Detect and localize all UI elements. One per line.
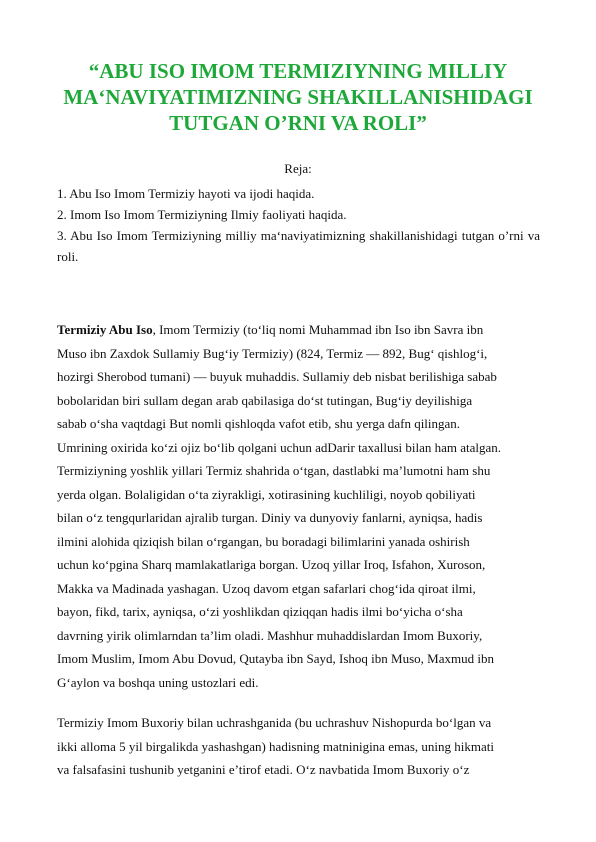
title-line: TUTGAN O’RNI VA ROLI” [169, 111, 427, 135]
paragraph-line: bilan o‘z tengqurlaridan ajralib turgan. Diniy va dunyoviy fanlarni, ayniqsa, hadis [57, 510, 483, 525]
paragraph-line: Imom Muslim, Imom Abu Dovud, Qutayba ibn Sayd, Ishoq ibn Muso, Maxmud ibn [57, 651, 494, 666]
title-line: “ABU ISO IMOM TERMIZIYNING MILLIY [88, 59, 508, 83]
paragraph-line: Makka va Madinada yashagan. Uzoq davom etgan safarlari chog‘ida qiroat ilmi, [57, 580, 476, 596]
plan-item: 3. Abu Iso Imom Termiziyning milliy ma‘naviyatimizning shakillanishidagi tutgan o’rni va roli. [57, 228, 540, 264]
paragraph-line [57, 318, 540, 342]
paragraph-line: bobolaridan biri sullam degan arab qabilasiga do‘st tutingan, Bug‘iy deyilishiga [57, 392, 473, 408]
paragraph-line: Termiziy Imom Buxoriy bilan uchrashganida (bu uchrashuv Nishopurda bo‘lgan va [57, 715, 492, 730]
paragraph-line: Umrining oxirida ko‘zi ojiz bo‘lib qolgani uchun adDarir taxallusi bilan ham atalgan. [57, 439, 502, 455]
body-paragraph [57, 711, 540, 782]
paragraph-line: bayon, fikd, tarix, ayniqsa, o‘zi yoshlikdan qiziqqan hadis ilmi bo‘yicha o‘sha [57, 604, 463, 619]
paragraph-line: davrning yirik olimlarndan ta’lim oladi. Mashhur muhaddislardan Imom Buxoriy, [57, 627, 483, 643]
plan-item: 2. Imom Iso Imom Termiziyning Ilmiy faoliyati haqida. [57, 207, 347, 222]
paragraph-line: uchun ko‘pgina Sharq mamlakatlariga borgan. Uzoq yillar Iroq, Isfahon, Xuroson, [57, 557, 486, 572]
document-title [40, 58, 556, 136]
paragraph-line: G‘aylon va boshqa uning ustozlari edi. [57, 674, 259, 690]
paragraph-line: ikki alloma 5 yil birgalikda yashashgan) hadisning matninigina emas, uning hikmati [57, 738, 494, 754]
plan-list [57, 183, 540, 267]
paragraph-text: , Imom Termiziy (to‘liq nomi Muhammad ibn Iso ibn Savra ibn [152, 322, 484, 337]
body-paragraph [57, 318, 540, 694]
paragraph-line: Termiziyning yoshlik yillari Termiz shahrida o‘tgan, dastlabki ma’lumotni ham shu [57, 463, 491, 478]
paragraph-line: Muso ibn Zaxdok Sullamiy Bug‘iy Termiziy) (824, Termiz — 892, Bug‘ qishlog‘i, [57, 345, 488, 361]
paragraph-line: sabab o‘sha vaqtdagi But nomli qishloqda vafot etib, shu yerga dafn qilingan. [57, 416, 461, 431]
title-line: MA‘NAVIYATIMIZNING SHAKILLANISHIDAGI [63, 85, 533, 109]
paragraph-line: ilmini alohida qiziqish bilan o‘rgangan, bu boradagi bilimlarini yanada oshirish [57, 533, 470, 549]
paragraph-line: va falsafasini tushunib yetganini e’tirof etadi. O‘z navbatida Imom Buxoriy o‘z [57, 762, 470, 777]
paragraph-line: yerda olgan. Bolaligidan o‘ta ziyrakligi, xotirasining kuchliligi, noyob qobiliyati [57, 486, 476, 502]
plan-heading: Reja: [284, 161, 312, 176]
paragraph-line: hozirgi Sherobod tumani) — buyuk muhaddis. Sullamiy deb nisbat berilishiga sabab [57, 369, 497, 384]
bold-lead-term: Termiziy Abu Iso [57, 322, 153, 337]
plan-item: 1. Abu Iso Imom Termiziy hayoti va ijodi haqida. [57, 186, 315, 201]
